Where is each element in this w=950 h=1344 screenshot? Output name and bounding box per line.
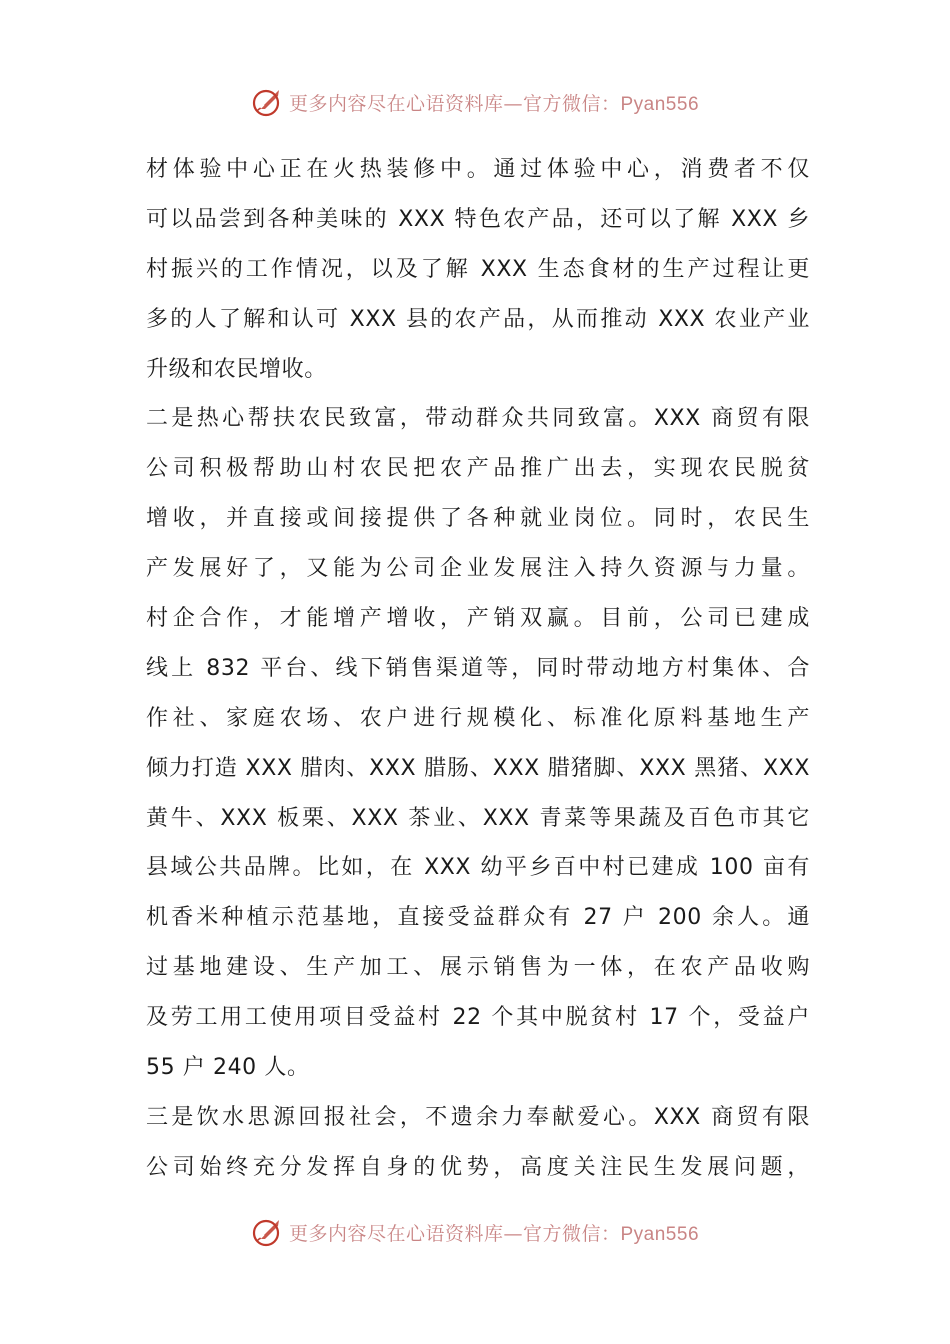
body-line: 多的人了解和认可 XXX 县的农产品，从而推动 XXX 农业产业: [146, 306, 810, 332]
body-line: 可以品尝到各种美味的 XXX 特色农产品，还可以了解 XXX 乡: [146, 206, 810, 232]
body-line: 倾力打造 XXX 腊肉、XXX 腊肠、XXX 腊猪脚、XXX 黑猪、XXX: [146, 755, 810, 781]
body-line: 黄牛、XXX 板栗、XXX 茶业、XXX 青菜等果蔬及百色市其它: [146, 805, 810, 831]
body-line: 村振兴的工作情况，以及了解 XXX 生态食材的生产过程让更: [146, 256, 810, 282]
body-line: 过基地建设、生产加工、展示销售为一体，在农产品收购: [146, 955, 810, 981]
header-wechat-id: Pyan556: [620, 93, 700, 115]
body-line: 公司积极帮助山村农民把农产品推广出去，实现农民脱贫: [146, 456, 810, 482]
header-brand-label: 更多内容尽在心语资料库—官方微信：: [288, 92, 621, 115]
body-line: 机香米种植示范基地，直接受益群众有 27 户 200 余人。通: [146, 905, 810, 931]
body-line: 材体验中心正在火热装修中。通过体验中心，消费者不仅: [146, 157, 810, 182]
body-line: 升级和农民增收。: [146, 356, 327, 382]
body-line: 增收，并直接或间接提供了各种就业岗位。同时，农民生: [146, 506, 810, 532]
body-line: 二是热心帮扶农民致富，带动群众共同致富。XXX 商贸有限: [146, 406, 810, 432]
body-line: 三是饮水思源回报社会，不遗余力奉献爱心。XXX 商贸有限: [146, 1104, 810, 1130]
body-line: 作社、家庭农场、农户进行规模化、标准化原料基地生产: [146, 705, 810, 731]
pen-logo-icon: [251, 1215, 285, 1249]
body-line: 县域公共品牌。比如，在 XXX 幼平乡百中村已建成 100 亩有: [146, 855, 810, 881]
body-line: 及劳工用工使用项目受益村 22 个其中脱贫村 17 个，受益户: [146, 1005, 810, 1031]
pen-logo-icon: [251, 85, 285, 119]
body-line: 线上 832 平台、线下销售渠道等，同时带动地方村集体、合: [146, 655, 810, 681]
header-brand-text: [289, 89, 699, 116]
header-banner: [0, 82, 950, 122]
body-line: 村企合作，才能增产增收，产销双赢。目前，公司已建成: [146, 606, 810, 632]
footer-wechat-id: Pyan556: [620, 1223, 700, 1245]
footer-brand-text: [289, 1219, 699, 1246]
body-line: 公司始终充分发挥自身的优势，高度关注民生发展问题，: [146, 1154, 810, 1180]
footer-brand-label: 更多内容尽在心语资料库—官方微信：: [288, 1222, 621, 1245]
body-line: 产发展好了，又能为公司企业发展注入持久资源与力量。: [146, 556, 810, 582]
document-body: [146, 145, 810, 1193]
footer-banner: [0, 1212, 950, 1252]
body-line: 55 户 240 人。: [146, 1055, 310, 1081]
